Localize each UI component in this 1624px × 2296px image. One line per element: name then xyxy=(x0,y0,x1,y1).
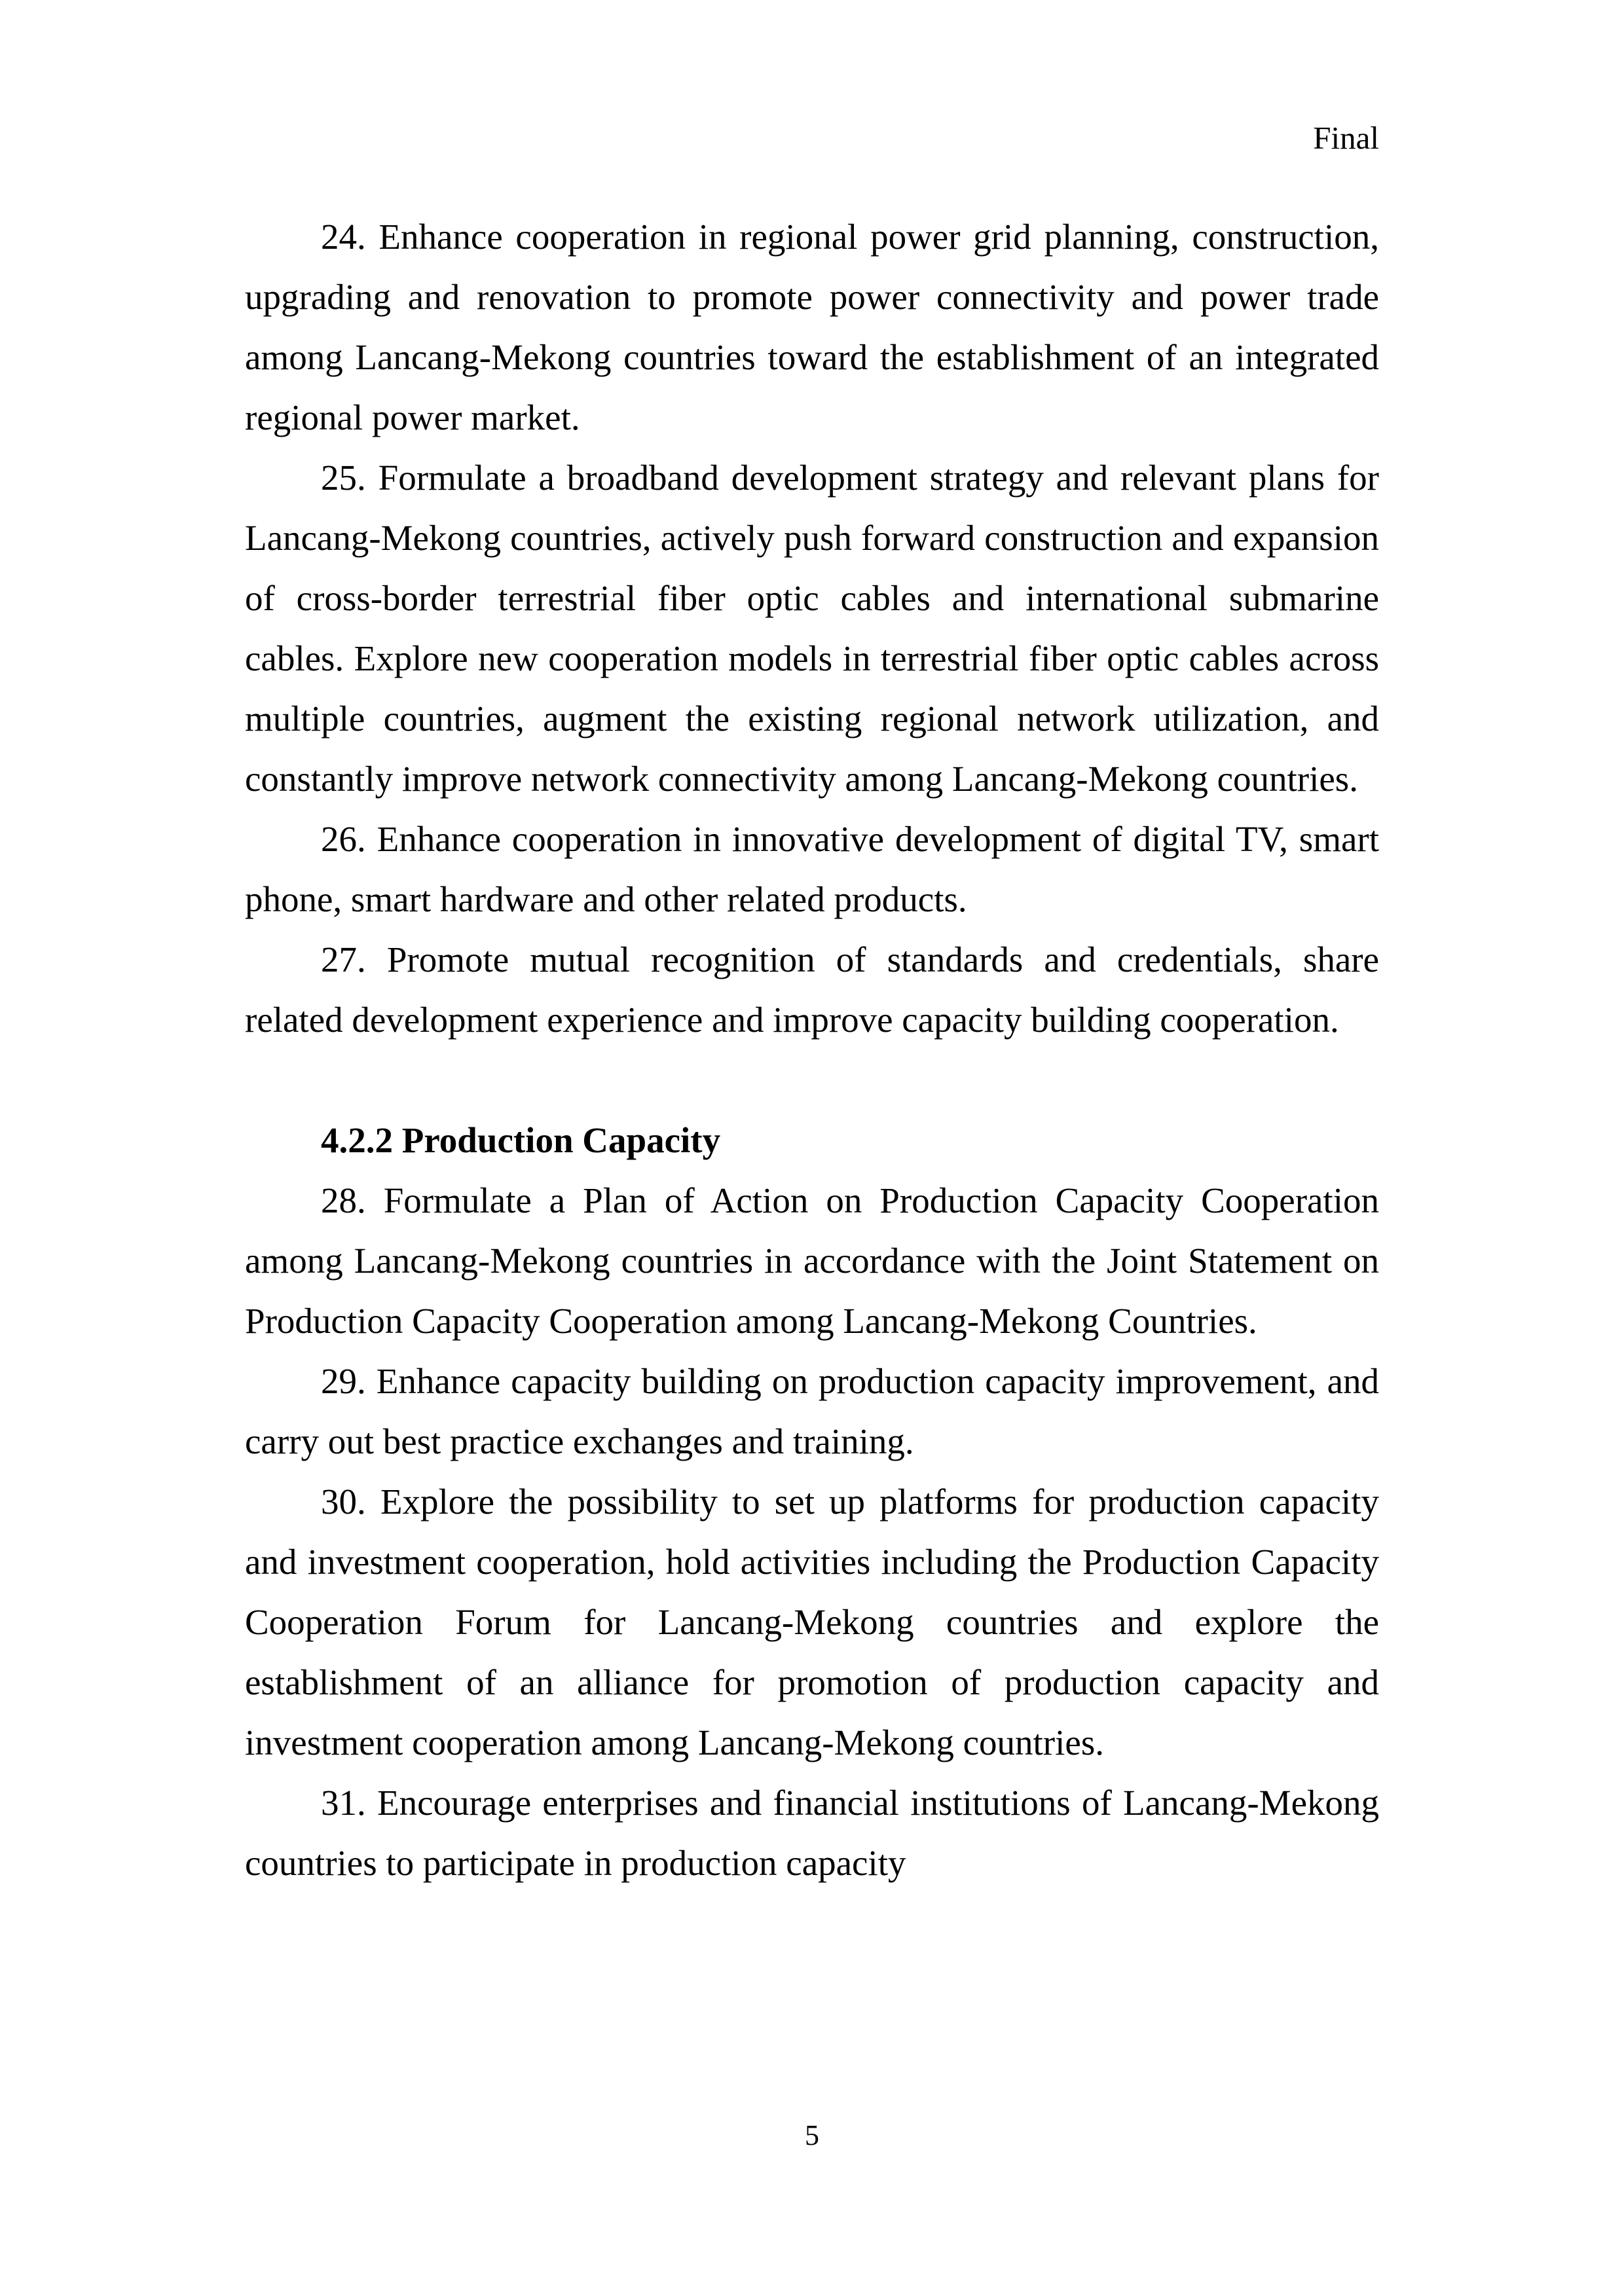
paragraph-25: 25. Formulate a broadband development strategy and relevant plans for Lancang-Mekong countries, actively push forward construction and expansion of cross-border terrestrial fiber optic cables and international submarine cables. Explore new cooperation models in terrestrial fiber optic cables across multiple countries, augment the existing regional network utilization, and constantly improve network connectivity among Lancang-Mekong countries. xyxy=(245,458,1379,799)
page-number: 5 xyxy=(805,2119,819,2151)
paragraph-29: 29. Enhance capacity building on production capacity improvement, and carry out best practice exchanges and training. xyxy=(245,1361,1379,1461)
header-label: Final xyxy=(1313,120,1379,156)
paragraph-28: 28. Formulate a Plan of Action on Production Capacity Cooperation among Lancang-Mekong countries in accordance with the Joint Statement on Production Capacity Cooperation among Lancang-Mekong Countries. xyxy=(245,1180,1379,1341)
section-heading: 4.2.2 Production Capacity xyxy=(321,1120,721,1160)
paragraph-26: 26. Enhance cooperation in innovative development of digital TV, smart phone, smart hardware and other related products. xyxy=(245,819,1379,919)
paragraph-24: 24. Enhance cooperation in regional power grid planning, construction, upgrading and renovation to promote power connectivity and power trade among Lancang-Mekong countries toward the establishment of an integrated regional power market. xyxy=(245,217,1379,437)
paragraph-27: 27. Promote mutual recognition of standards and credentials, share related development experience and improve capacity building cooperation. xyxy=(245,939,1379,1040)
paragraph-30: 30. Explore the possibility to set up platforms for production capacity and investment cooperation, hold activities including the Production Capacity Cooperation Forum for Lancang-Mekong countries and explore the establishment of an alliance for promotion of production capacity and investment cooperation among Lancang-Mekong countries. xyxy=(245,1482,1379,1762)
paragraph-31: 31. Encourage enterprises and financial institutions of Lancang-Mekong countries to participate in production capacity xyxy=(245,1783,1379,1883)
document-body xyxy=(245,207,1379,1893)
